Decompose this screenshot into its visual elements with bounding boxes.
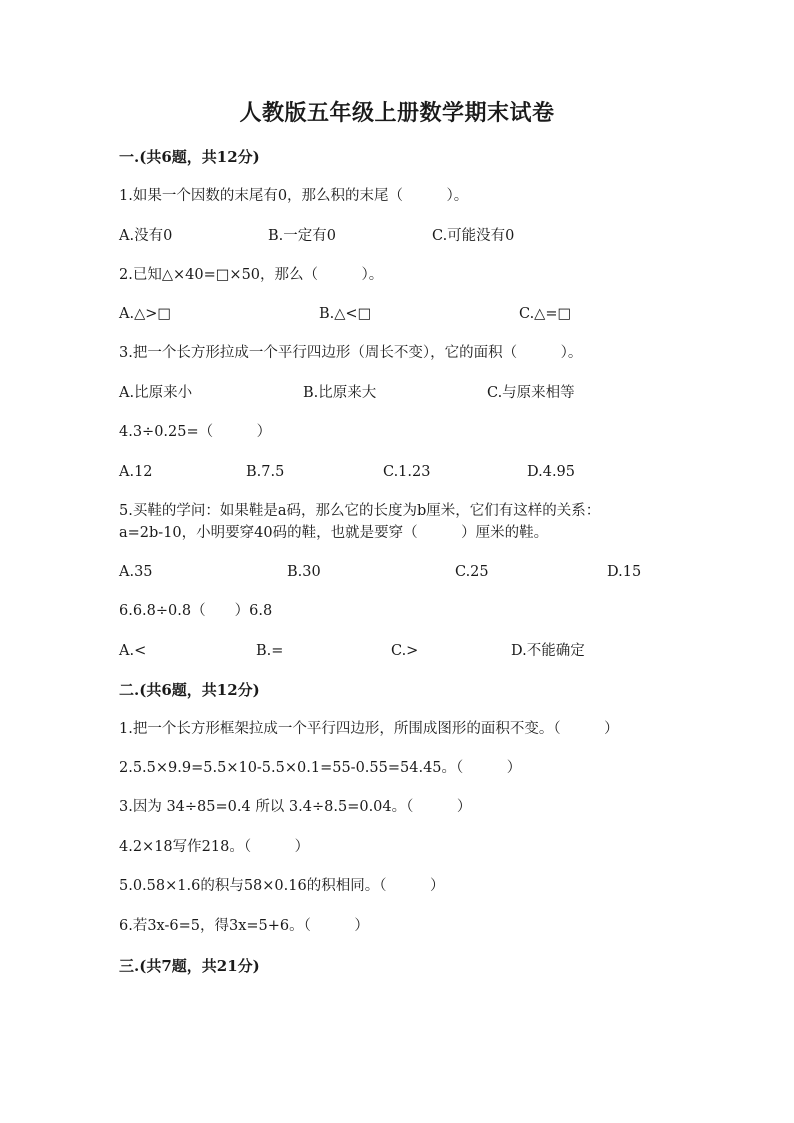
option-1-5-c: C.25 (455, 564, 489, 580)
question-2-1: 1.把一个长方形框架拉成一个平行四边形，所围成图形的面积不变。（ ） (119, 721, 619, 737)
option-1-5-a: A.35 (119, 564, 153, 580)
question-2-4: 4.2×18写作218。（ ） (119, 839, 310, 855)
option-1-2-b: B.△<□ (319, 306, 372, 322)
option-1-1-b: B.一定有0 (268, 228, 336, 244)
question-1-6: 6.6.8÷0.8（ ）6.8 (119, 603, 273, 619)
option-1-4-c: C.1.23 (383, 464, 431, 480)
question-1-5-line-1: 5.买鞋的学问：如果鞋是a码，那么它的长度为b厘米，它们有这样的关系： (119, 503, 601, 519)
question-2-5: 5.0.58×1.6的积与58×0.16的积相同。（ ） (119, 878, 445, 894)
question-1-5-line-2: a=2b-10，小明要穿40码的鞋，也就是要穿（ ）厘米的鞋。 (119, 525, 549, 541)
option-1-5-d: D.15 (607, 564, 642, 580)
option-1-6-d: D.不能确定 (511, 643, 585, 659)
page-title: 人教版五年级上册数学期末试卷 (239, 100, 555, 126)
option-1-4-d: D.4.95 (527, 464, 576, 480)
option-1-4-a: A.12 (119, 464, 153, 480)
section-heading-2: 二.(共6题，共12分) (119, 681, 260, 699)
option-1-2-c: C.△=□ (519, 306, 572, 322)
section-heading-1: 一.(共6题，共12分) (119, 148, 260, 166)
option-1-3-c: C.与原来相等 (487, 385, 575, 401)
option-1-4-b: B.7.5 (246, 464, 285, 480)
question-1-2: 2.已知△×40=□×50，那么（ ）。 (119, 267, 384, 283)
question-1-1: 1.如果一个因数的末尾有0，那么积的末尾（ ）。 (119, 188, 469, 204)
question-2-2: 2.5.5×9.9=5.5×10-5.5×0.1=55-0.55=54.45。（ ） (119, 760, 522, 776)
option-1-1-a: A.没有0 (119, 228, 173, 244)
option-1-6-b: B.= (256, 643, 284, 659)
question-1-4: 4.3÷0.25=（ ） (119, 424, 272, 440)
question-2-3: 3.因为 34÷85=0.4 所以 3.4÷8.5=0.04。（ ） (119, 799, 472, 815)
question-1-3: 3.把一个长方形拉成一个平行四边形（周长不变），它的面积（ ）。 (119, 345, 583, 361)
question-2-6: 6.若3x-6=5，得3x=5+6。（ ） (119, 918, 369, 934)
section-heading-3: 三.(共7题，共21分) (119, 957, 260, 975)
option-1-2-a: A.△>□ (119, 306, 172, 322)
option-1-5-b: B.30 (287, 564, 321, 580)
option-1-3-a: A.比原来小 (119, 385, 193, 401)
option-1-6-c: C.> (391, 643, 419, 659)
option-1-6-a: A.< (119, 643, 147, 659)
option-1-3-b: B.比原来大 (303, 385, 377, 401)
option-1-1-c: C.可能没有0 (432, 228, 515, 244)
